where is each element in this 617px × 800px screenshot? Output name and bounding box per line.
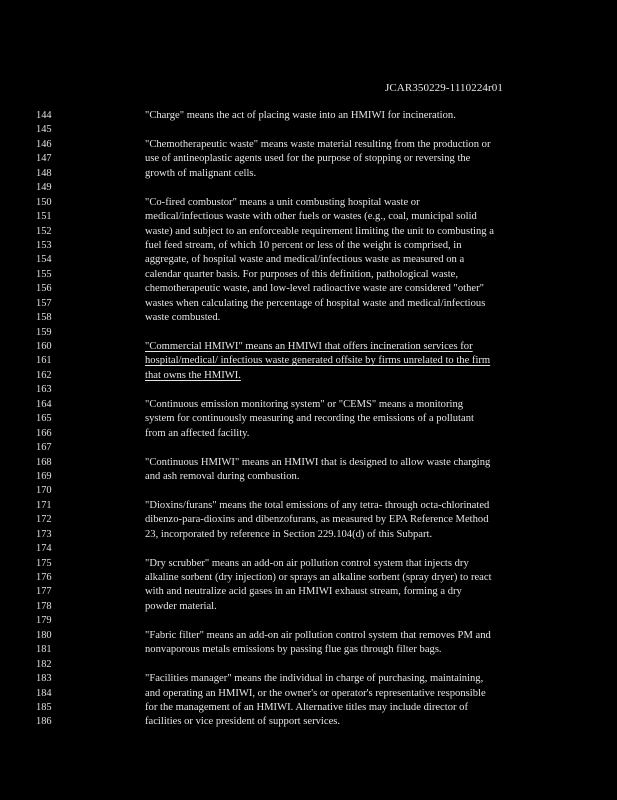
document-line [0, 253, 617, 267]
line-number: 167 [36, 442, 52, 454]
document-line [0, 658, 617, 672]
line-text: and operating an HMIWI, or the owner's or operator's representative responsible [145, 687, 486, 699]
line-text: aggregate, of hospital waste and medical/infectious waste as measured on a [145, 254, 465, 266]
document-line [0, 701, 617, 715]
line-text: and ash removal during combustion. [145, 470, 300, 482]
line-text: growth of malignant cells. [145, 167, 257, 179]
document-line [0, 225, 617, 239]
line-number: 184 [36, 687, 52, 699]
line-number: 177 [36, 586, 52, 598]
line-number: 145 [36, 124, 52, 136]
line-text: system for continuously measuring and recording the emissions of a pollutant [145, 413, 474, 425]
line-number: 147 [36, 153, 52, 165]
line-number: 175 [36, 557, 52, 569]
document-line [0, 369, 617, 383]
line-number: 166 [36, 427, 52, 439]
document-line [0, 715, 617, 729]
document-line [0, 138, 617, 152]
line-number: 155 [36, 268, 52, 280]
line-number: 181 [36, 644, 52, 656]
document-line [0, 585, 617, 599]
document-header-id: JCAR350229-1110224r01 [384, 82, 503, 94]
line-number: 158 [36, 312, 52, 324]
line-number: 148 [36, 167, 52, 179]
document-line [0, 123, 617, 137]
line-text: "Facilities manager" means the individual in charge of purchasing, maintaining, [145, 673, 484, 685]
document-line [0, 196, 617, 210]
document-line [0, 614, 617, 628]
line-text: from an affected facility. [145, 427, 250, 439]
line-text: use of antineoplastic agents used for the purpose of stopping or reversing the [145, 153, 471, 165]
document-line [0, 412, 617, 426]
document-line [0, 311, 617, 325]
line-number: 162 [36, 369, 52, 381]
line-number: 163 [36, 384, 52, 396]
line-number: 180 [36, 629, 52, 641]
numbered-lines [0, 109, 617, 730]
document-line [0, 513, 617, 527]
document-line [0, 354, 617, 368]
line-number: 172 [36, 514, 52, 526]
line-number: 178 [36, 600, 52, 612]
line-text: wastes when calculating the percentage of hospital waste and medical/infectious [145, 297, 486, 309]
line-text: "Co-fired combustor" means a unit combusting hospital waste or [145, 196, 420, 208]
line-text: "Continuous emission monitoring system" or "CEMS" means a monitoring [145, 398, 464, 410]
line-number: 165 [36, 413, 52, 425]
document-line [0, 340, 617, 354]
document-line [0, 109, 617, 123]
line-number: 146 [36, 138, 52, 150]
line-number: 152 [36, 225, 52, 237]
line-number: 154 [36, 254, 52, 266]
line-text: facilities or vice president of support services. [145, 716, 341, 728]
document-line [0, 268, 617, 282]
line-number: 149 [36, 182, 52, 194]
document-line [0, 441, 617, 455]
document-line [0, 282, 617, 296]
line-number: 170 [36, 485, 52, 497]
document-line [0, 571, 617, 585]
line-text: hospital/medical/ infectious waste generated offsite by firms unrelated to the firm [145, 355, 491, 367]
line-text: alkaline sorbent (dry injection) or sprays an alkaline sorbent (spray dryer) to react [145, 572, 492, 583]
document-line [0, 210, 617, 224]
line-text: waste) and subject to an enforceable requirement limiting the unit to combusting a [145, 225, 494, 237]
line-number: 164 [36, 398, 52, 410]
document-line [0, 383, 617, 397]
document-line [0, 239, 617, 253]
line-text: for the management of an HMIWI. Alternative titles may include director of [145, 701, 468, 713]
line-text: calendar quarter basis. For purposes of this definition, pathological waste, [145, 268, 459, 280]
line-text: "Continuous HMIWI" means an HMIWI that is designed to allow waste charging [145, 456, 491, 468]
line-number: 186 [36, 716, 52, 728]
line-text: "Fabric filter" means an add-on air pollution control system that removes PM and [145, 629, 491, 641]
line-text: fuel feed stream, of which 10 percent or less of the weight is comprised, in [145, 239, 462, 251]
line-text: with and neutralize acid gases in an HMIWI exhaust stream, forming a dry [145, 586, 462, 598]
line-number: 156 [36, 283, 52, 295]
line-number: 179 [36, 615, 52, 627]
line-text: "Commercial HMIWI" means an HMIWI that offers incineration services for [145, 341, 473, 352]
line-number: 151 [36, 211, 52, 223]
document-line [0, 398, 617, 412]
line-text: powder material. [145, 600, 217, 612]
line-number: 171 [36, 499, 52, 511]
document-line [0, 643, 617, 657]
line-text: nonvaporous metals emissions by passing flue gas through filter bags. [145, 644, 442, 656]
line-number: 157 [36, 297, 52, 309]
line-number: 153 [36, 239, 52, 251]
line-text: medical/infectious waste with other fuels or wastes (e.g., coal, municipal solid [145, 211, 477, 223]
line-text: "Dioxins/furans" means the total emissions of any tetra- through octa-chlorinated [145, 499, 490, 511]
line-number: 160 [36, 341, 52, 352]
line-number: 150 [36, 196, 52, 208]
line-number: 159 [36, 326, 52, 338]
line-number: 182 [36, 658, 52, 670]
document-line [0, 456, 617, 470]
line-number: 174 [36, 543, 52, 555]
document-line [0, 181, 617, 195]
document-line [0, 326, 617, 340]
line-number: 161 [36, 355, 52, 367]
document-line [0, 687, 617, 701]
document-line [0, 167, 617, 181]
document-line [0, 629, 617, 643]
line-text: 23, incorporated by reference in Section 229.104(d) of this Subpart. [145, 528, 433, 540]
document-line [0, 672, 617, 686]
line-text: that owns the HMIWI. [145, 369, 241, 381]
line-text: dibenzo-para-dioxins and dibenzofurans, as measured by EPA Reference Method [145, 514, 489, 526]
document-line [0, 557, 617, 571]
document-line [0, 542, 617, 556]
document-line [0, 499, 617, 513]
document-line [0, 297, 617, 311]
line-text: "Dry scrubber" means an add-on air pollution control system that injects dry [145, 557, 469, 569]
document-line [0, 152, 617, 166]
line-number: 176 [36, 572, 52, 583]
document-line [0, 470, 617, 484]
document-line [0, 600, 617, 614]
document-line [0, 427, 617, 441]
line-text: chemotherapeutic waste, and low-level radioactive waste are considered "other" [145, 283, 484, 295]
line-number: 168 [36, 456, 52, 468]
line-text: "Charge" means the act of placing waste into an HMIWI for incineration. [145, 110, 456, 121]
line-number: 144 [36, 110, 52, 121]
document-line [0, 528, 617, 542]
line-number: 169 [36, 470, 52, 482]
document-line [0, 484, 617, 498]
line-text: "Chemotherapeutic waste" means waste material resulting from the production or [145, 138, 491, 150]
line-text: waste combusted. [145, 312, 221, 324]
line-number: 185 [36, 701, 52, 713]
line-number: 183 [36, 673, 52, 685]
line-number: 173 [36, 528, 52, 540]
